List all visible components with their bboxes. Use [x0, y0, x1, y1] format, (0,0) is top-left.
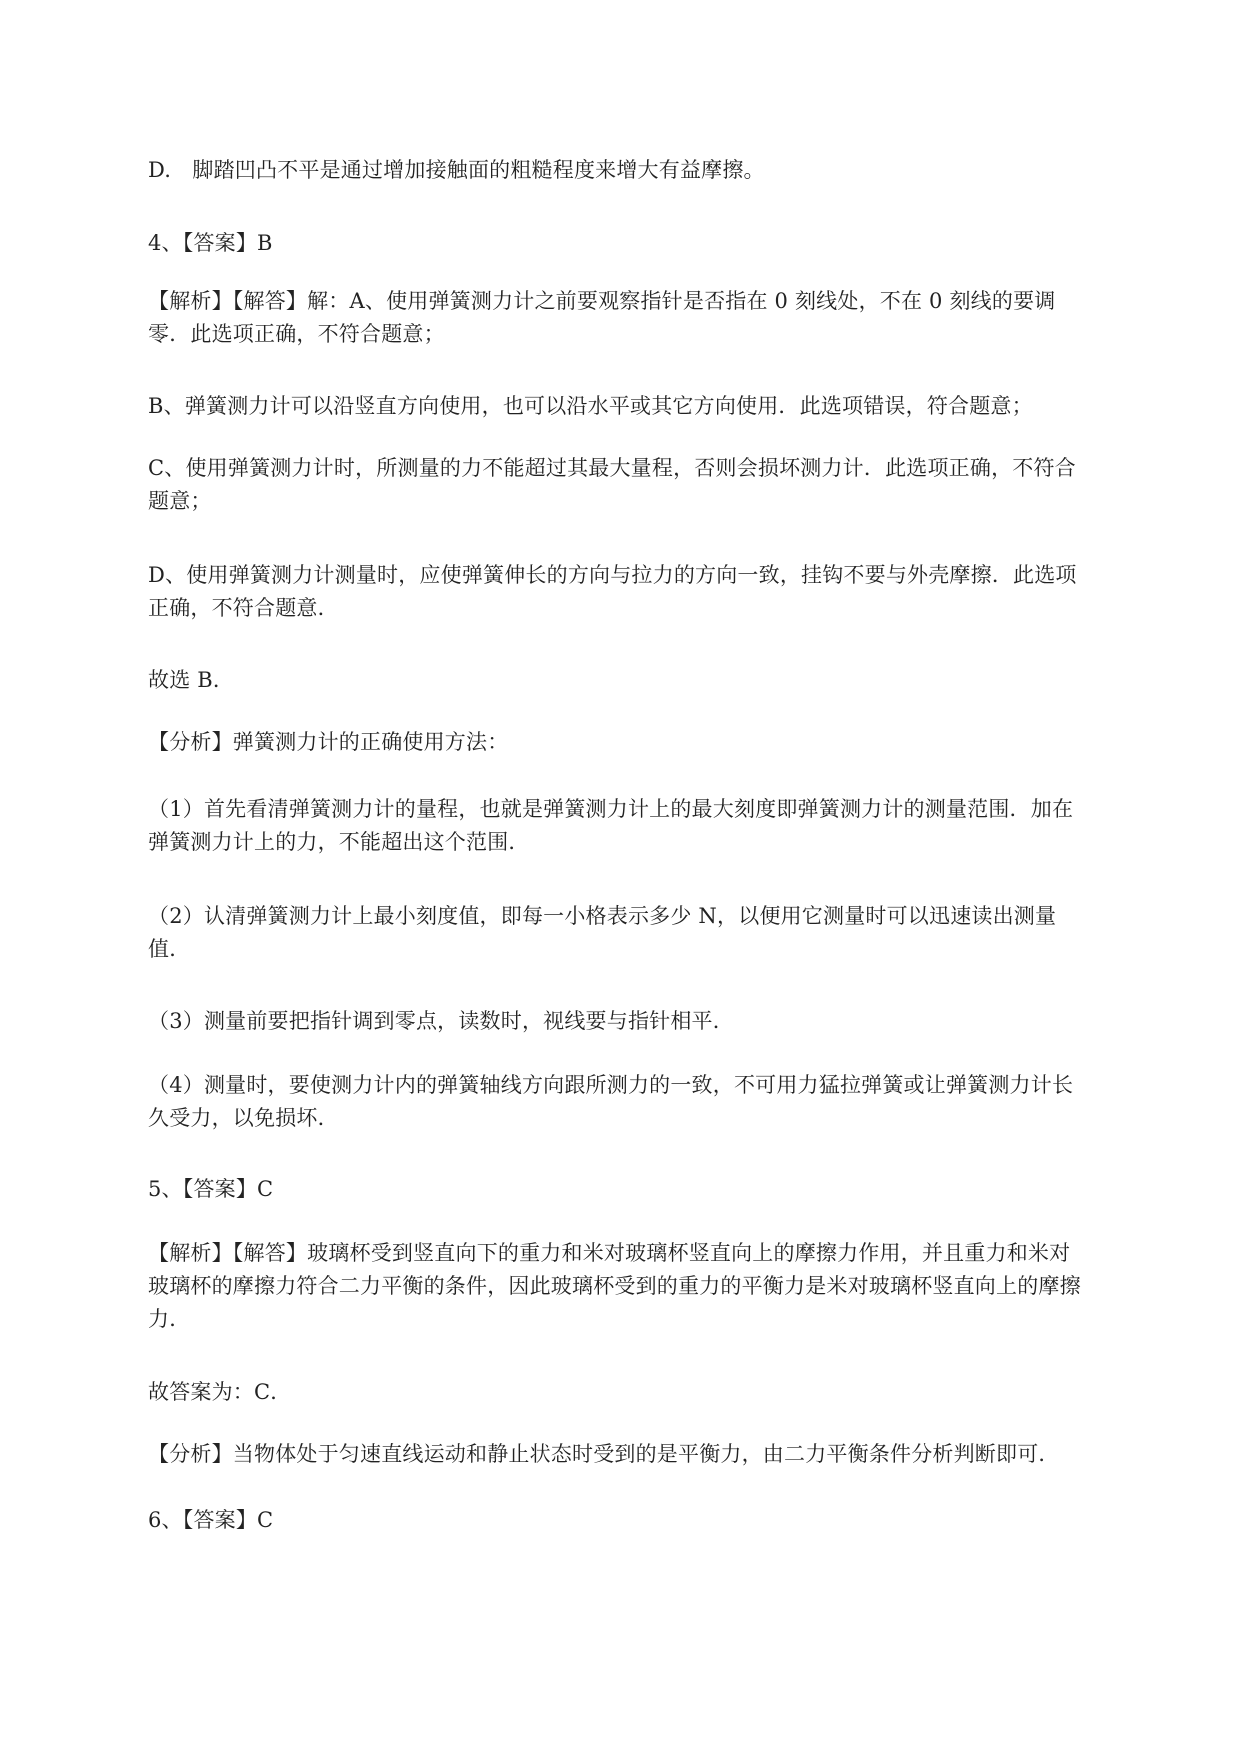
text-line: 久受力，以免损坏． [148, 1106, 339, 1130]
text-line: 【解析】【解答】解：A、使用弹簧测力计之前要观察指针是否指在 0 刻线处，不在 0 刻线的要调 [148, 289, 1056, 313]
text-line: （3）测量前要把指针调到零点，读数时，视线要与指针相平． [148, 1009, 734, 1033]
text-line: 【分析】弹簧测力计的正确使用方法： [148, 730, 509, 754]
text-line: 故选 B． [148, 668, 235, 692]
option-d-text [148, 154, 1148, 187]
text-line: 题意； [148, 489, 212, 513]
text-line: （2）认清弹簧测力计上最小刻度值，即每一小格表示多少 N，以便用它测量时可以迅速读出测量 [148, 904, 1057, 928]
text-line: D. 脚踏凹凸不平是通过增加接触面的粗糙程度来增大有益摩擦。 [148, 158, 765, 182]
text-line: 零．此选项正确，不符合题意； [148, 322, 445, 346]
text-line: C、使用弹簧测力计时，所测量的力不能超过其最大量程，否则会损坏测力计．此选项正确，不符合 [148, 456, 1076, 480]
q4-step-3 [148, 1005, 1148, 1038]
text-line: 【分析】当物体处于匀速直线运动和静止状态时受到的是平衡力，由二力平衡条件分析判断即可． [148, 1442, 1060, 1466]
text-line: 故答案为：C． [148, 1380, 292, 1404]
text-line: 4、【答案】B [148, 231, 273, 255]
q4-fenxi [148, 726, 1148, 759]
q4-step-4 [148, 1069, 1148, 1135]
text-line: （4）测量时，要使测力计内的弹簧轴线方向跟所测力的一致，不可用力猛拉弹簧或让弹簧测力计长 [148, 1073, 1074, 1097]
q4-step-2 [148, 900, 1148, 966]
document-page [148, 0, 1148, 1754]
q4-analysis-b [148, 390, 1148, 423]
q6-answer [148, 1504, 1148, 1537]
text-line: 值． [148, 937, 191, 961]
text-line: B、弹簧测力计可以沿竖直方向使用，也可以沿水平或其它方向使用．此选项错误，符合题意； [148, 394, 1033, 418]
q4-analysis-d [148, 559, 1148, 625]
q5-result [148, 1376, 1148, 1409]
text-line: 力． [148, 1307, 191, 1331]
q4-answer [148, 227, 1148, 260]
text-line: D、使用弹簧测力计测量时，应使弹簧伸长的方向与拉力的方向一致，挂钩不要与外壳摩擦．此选项 [148, 563, 1077, 587]
q5-fenxi [148, 1438, 1148, 1471]
text-line: 正确，不符合题意． [148, 596, 339, 620]
q4-analysis-a [148, 285, 1148, 351]
text-line: 玻璃杯的摩擦力符合二力平衡的条件，因此玻璃杯受到的重力的平衡力是米对玻璃杯竖直向上的摩擦 [148, 1274, 1081, 1298]
text-line: （1）首先看清弹簧测力计的量程，也就是弹簧测力计上的最大刻度即弹簧测力计的测量范围．加在 [148, 797, 1074, 821]
q4-choice [148, 664, 1148, 697]
text-line: 6、【答案】C [148, 1508, 274, 1532]
text-line: 弹簧测力计上的力，不能超出这个范围． [148, 830, 530, 854]
q4-analysis-c [148, 452, 1148, 518]
text-line: 5、【答案】C [148, 1177, 274, 1201]
q4-step-1 [148, 793, 1148, 859]
q5-answer [148, 1173, 1148, 1206]
q5-analysis [148, 1237, 1148, 1336]
text-line: 【解析】【解答】玻璃杯受到竖直向下的重力和米对玻璃杯竖直向上的摩擦力作用，并且重力和米对 [148, 1241, 1071, 1265]
